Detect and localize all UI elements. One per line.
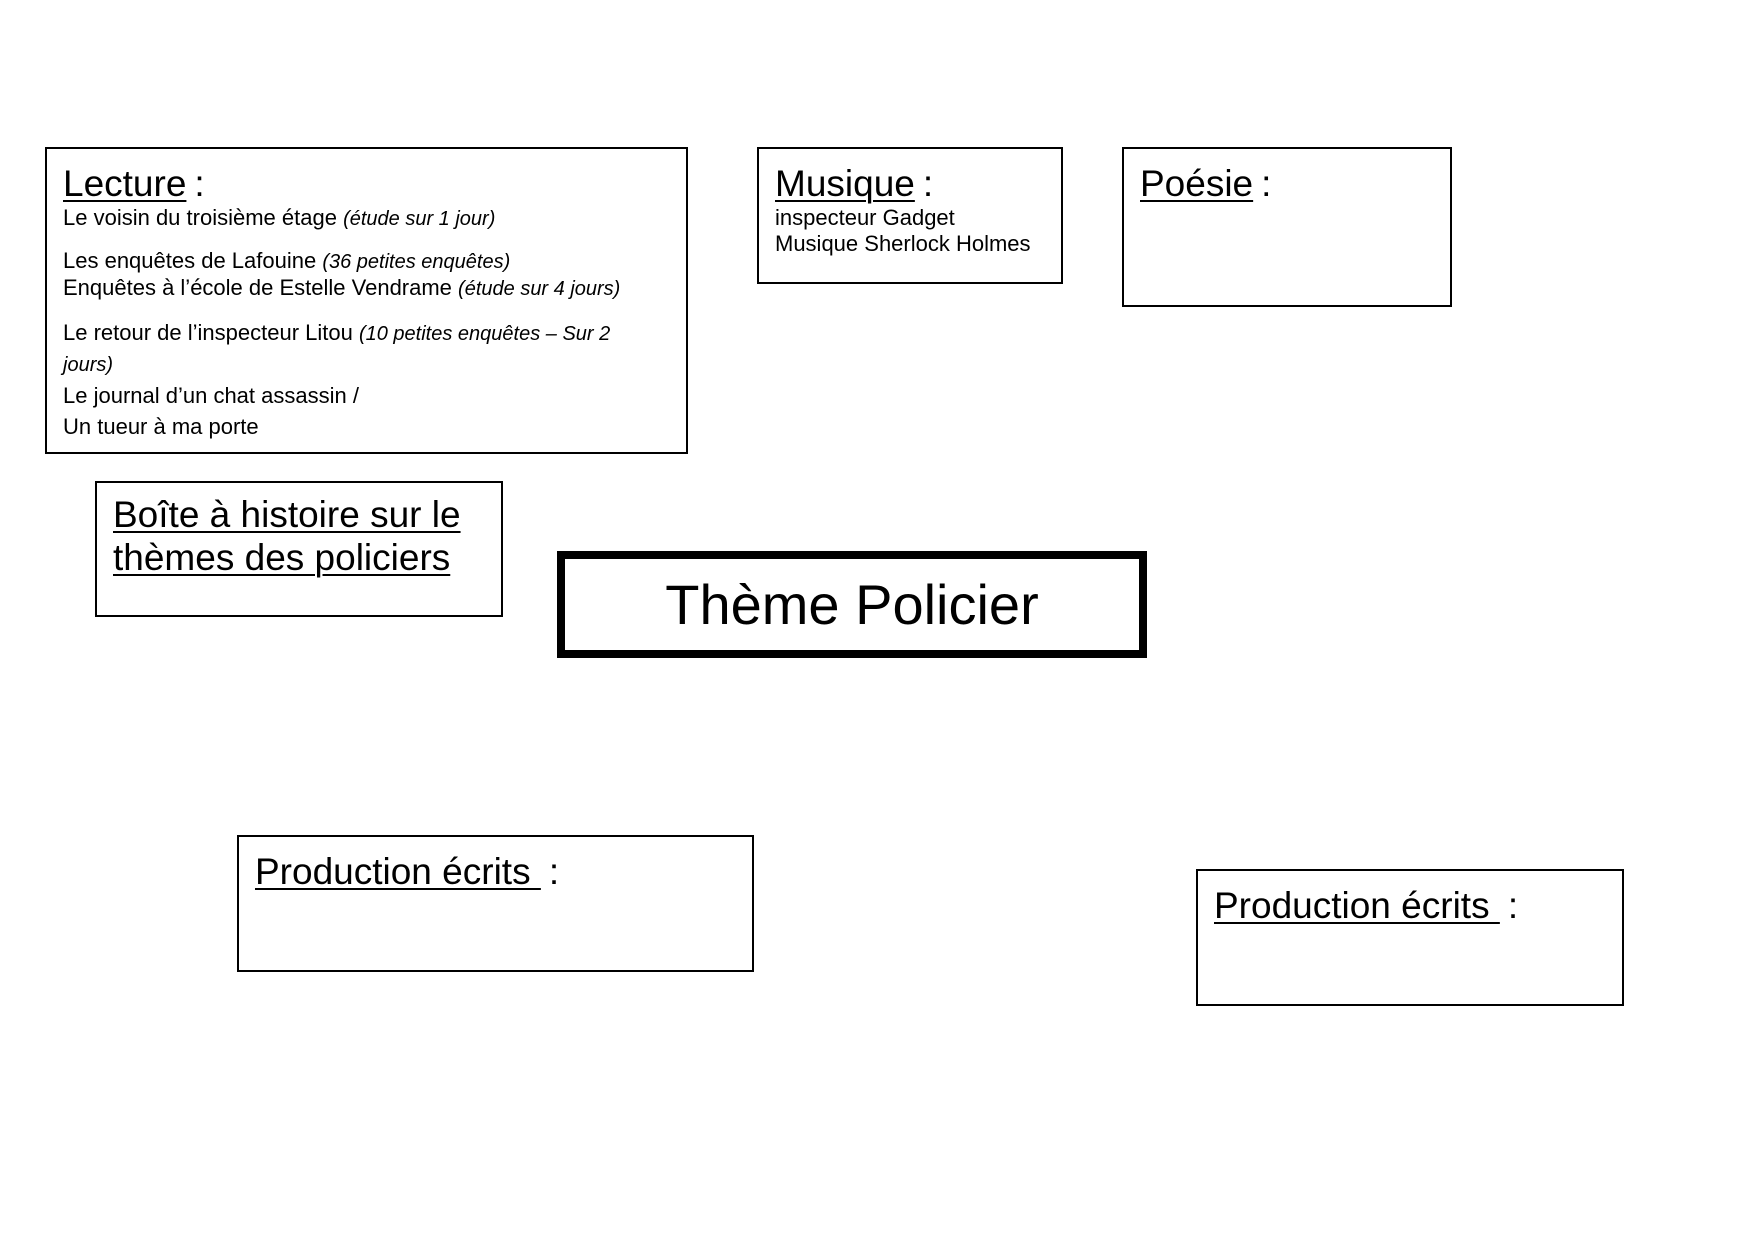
- production-ecrits-box-left: [237, 835, 754, 972]
- lecture-heading: [63, 164, 670, 205]
- theme-box: [557, 551, 1147, 658]
- theme-title: Thème Policier: [665, 572, 1039, 636]
- lecture-title: Lecture: [63, 163, 187, 204]
- boite-histoire-title: Boîte à histoire sur le thèmes des policiers: [113, 494, 461, 578]
- musique-heading: [775, 164, 1045, 205]
- lecture-list: [63, 205, 670, 442]
- lecture-item: [63, 248, 670, 275]
- lecture-item-title: Les enquêtes de Lafouine: [63, 247, 323, 273]
- lecture-colon: :: [194, 163, 205, 204]
- poesie-heading: [1140, 164, 1434, 205]
- production-ecrits-heading: [255, 852, 736, 893]
- lecture-item-title: Le retour de l’inspecteur Litou: [63, 319, 359, 345]
- lecture-item: [63, 205, 670, 232]
- musique-box: [757, 147, 1063, 284]
- lecture-item-note: (10 petites enquêtes – Sur 2 jours): [63, 322, 611, 376]
- lecture-item-title: Un tueur à ma porte: [63, 413, 259, 439]
- lecture-item-note: (étude sur 1 jour): [343, 207, 496, 230]
- lecture-item-title: Le voisin du troisième étage: [63, 204, 344, 230]
- poesie-colon: :: [1261, 163, 1272, 204]
- production-ecrits-title: Production écrits: [1214, 885, 1500, 926]
- lecture-item-note: (36 petites enquêtes): [322, 250, 511, 273]
- musique-title: Musique: [775, 163, 915, 204]
- lecture-item: [63, 380, 670, 411]
- poesie-box: [1122, 147, 1452, 307]
- lecture-item-title: Enquêtes à l’école de Estelle Vendrame: [63, 274, 459, 300]
- lecture-item-note: (étude sur 4 jours): [458, 277, 621, 300]
- boite-histoire-box: [95, 481, 503, 617]
- lecture-item-title: Le journal d’un chat assassin /: [63, 382, 359, 408]
- production-ecrits-colon: :: [548, 851, 560, 892]
- lecture-box: [45, 147, 688, 454]
- production-ecrits-box-right: [1196, 869, 1624, 1006]
- lecture-item: [63, 411, 670, 442]
- musique-item: Musique Sherlock Holmes: [775, 230, 1031, 256]
- lecture-item: [63, 275, 670, 302]
- production-ecrits-heading: [1214, 886, 1606, 927]
- production-ecrits-colon: :: [1507, 885, 1519, 926]
- musique-item: inspecteur Gadget: [775, 204, 955, 230]
- poesie-title: Poésie: [1140, 163, 1254, 204]
- musique-colon: :: [922, 163, 934, 204]
- production-ecrits-title: Production écrits: [255, 851, 541, 892]
- lecture-item: [63, 318, 663, 380]
- boite-histoire-heading: [113, 493, 485, 579]
